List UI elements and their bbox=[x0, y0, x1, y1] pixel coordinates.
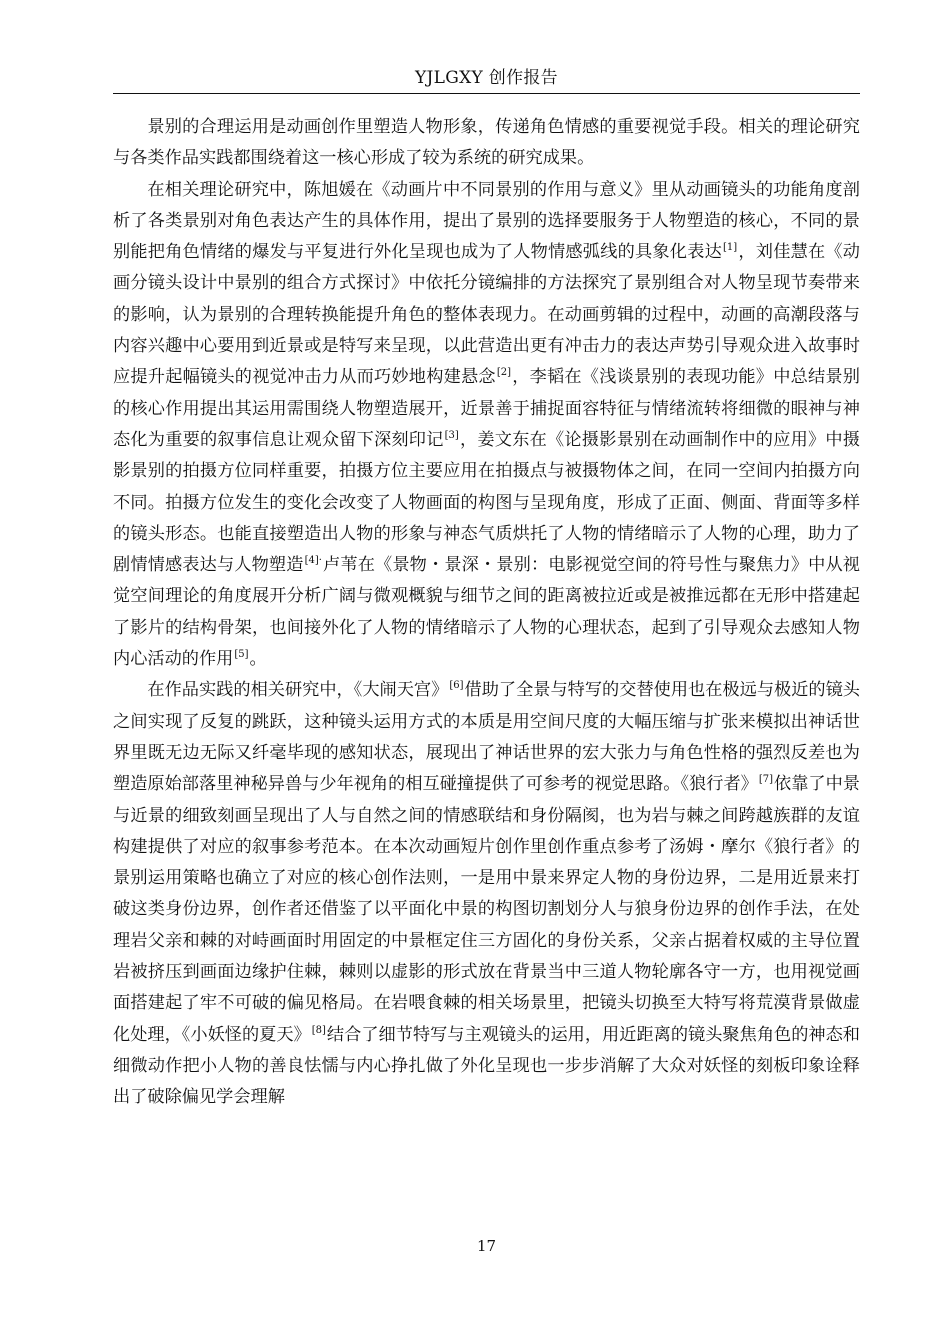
text-run: 景别的合理运用是动画创作里塑造人物形象，传递角色情感的重要视觉手段。相关的理论研究与各类作品实践都围绕着这一核心形成了较为系统的研究成果。 bbox=[113, 117, 860, 169]
text-run: 。 bbox=[249, 649, 267, 670]
text-run: 结合了细节特写与主观镜头的运用，用近距离的镜头聚焦角色的神态和细微动作把小人物的善良怯懦与内心挣扎做了外化呈现也一步步消解了大众对妖怪的刻板印象诠释出了破除偏见学会理解 bbox=[113, 1024, 860, 1108]
text-run: ，刘佳慧在《动画分镜头设计中景别的组合方式探讨》中依托分镜编排的方法探究了景别组合对人物呈现节奏带来的影响，认为景别的合理转换能提升角色的整体表现力。在动画剪辑的过程中，动画的高潮段落与内容兴趣中心要用到近景或是特写来呈现，以此营造出更有冲击力的表达声势引导观众进入故事时应提升起幅镜头的视觉冲击力从而巧妙地构建悬念 bbox=[113, 242, 860, 388]
page-number: 17 bbox=[476, 1237, 497, 1255]
body-paragraph bbox=[113, 112, 860, 175]
body-text bbox=[113, 112, 860, 1114]
citation-marker: [7] bbox=[758, 774, 774, 786]
text-run: 在作品实践的相关研究中，《大闹天宫》 bbox=[147, 680, 449, 701]
text-run: 依靠了中景与近景的细致刻画呈现出了人与自然之间的情感联结和身份隔阂，也为岩与棘之间跨越族群的友谊构建提供了对应的叙事参考范本。在本次动画短片创作里创作重点参考了汤姆・摩尔《狼行者》的景别运用策略也确立了对应的核心创作法则，一是用中景来界定人物的身份边界，二是用近景来打破这类身份边界，创作者还借鉴了以平面化中景的构图切割划分人与狼身份边界的创作手法，在处理岩父亲和棘的对峙画面时用固定的中景框定住三方固化的身份关系，父亲占据着权威的主导位置岩被挤压到画面边缘护住棘，棘则以虚影的形式放在背景当中三道人物轮廓各守一方，也用视觉画面搭建起了牢不可破的偏见格局。在岩喂食棘的相关场景里，把镜头切换至大特写将荒漠背景做虚化处理，《小妖怪的夏天》 bbox=[113, 774, 860, 1045]
text-run: ，李韬在《浅谈景别的表现功能》中总结景别的核心作用提出其运用需围绕人物塑造展开，近景善于捕捉面容特征与情绪流转将细微的眼神与神态化为重要的叙事信息让观众留下深刻印记 bbox=[113, 367, 860, 450]
running-header: YJLGXY 创作报告 bbox=[415, 68, 558, 88]
citation-marker: [5] bbox=[234, 649, 249, 661]
text-run: ，姜文东在《论摄影景别在动画制作中的应用》中摄影景别的拍摄方位同样重要，拍摄方位主要应用在拍摄点与被摄物体之间，在同一空间内拍摄方向不同。拍摄方位发生的变化会改变了人物画面的构图与呈现角度，形成了正面、侧面、背面等多样的镜头形态。也能直接塑造出人物的形象与神态气质烘托了人物的情绪暗示了人物的心理，助力了剧情情感表达与人物塑造 bbox=[113, 429, 860, 576]
body-paragraph bbox=[113, 175, 860, 676]
citation-marker: [6] bbox=[449, 680, 464, 692]
citation-marker: [4]· bbox=[304, 555, 322, 567]
header-rule bbox=[113, 93, 860, 94]
citation-marker: [8] bbox=[311, 1024, 326, 1036]
citation-marker: [3] bbox=[444, 429, 459, 441]
citation-marker: [2] bbox=[496, 367, 511, 379]
text-run: 在相关理论研究中，陈旭媛在《动画片中不同景别的作用与意义》里从动画镜头的功能角度剖析了各类景别对角色表达产生的具体作用，提出了景别的选择要服务于人物塑造的核心，不同的景别能把角色情绪的爆发与平复进行外化呈现也成为了人物情感弧线的具象化表达 bbox=[113, 179, 860, 263]
text-run: 卢苇在《景物・景深・景别：电影视觉空间的符号性与聚焦力》中从视觉空间理论的角度展开分析广阔与微观概貌与细节之间的距离被拉近或是被推远都在无形中搭建起了影片的结构骨架，也间接外化了人物的情绪暗示了人物的心理状态，起到了引导观众去感知人物内心活动的作用 bbox=[113, 555, 860, 670]
body-paragraph bbox=[113, 675, 860, 1113]
text-run: 借助了全景与特写的交替使用也在极远与极近的镜头之间实现了反复的跳跃，这种镜头运用方式的本质是用空间尺度的大幅压缩与扩张来模拟出神话世界里既无边无际又纤毫毕现的感知状态，展现出了神话世界的宏大张力与角色性格的强烈反差也为塑造原始部落里神秘异兽与少年视角的相互碰撞提供了可参考的视觉思路。《狼行者》 bbox=[113, 680, 860, 795]
citation-marker: [1] bbox=[723, 242, 738, 254]
